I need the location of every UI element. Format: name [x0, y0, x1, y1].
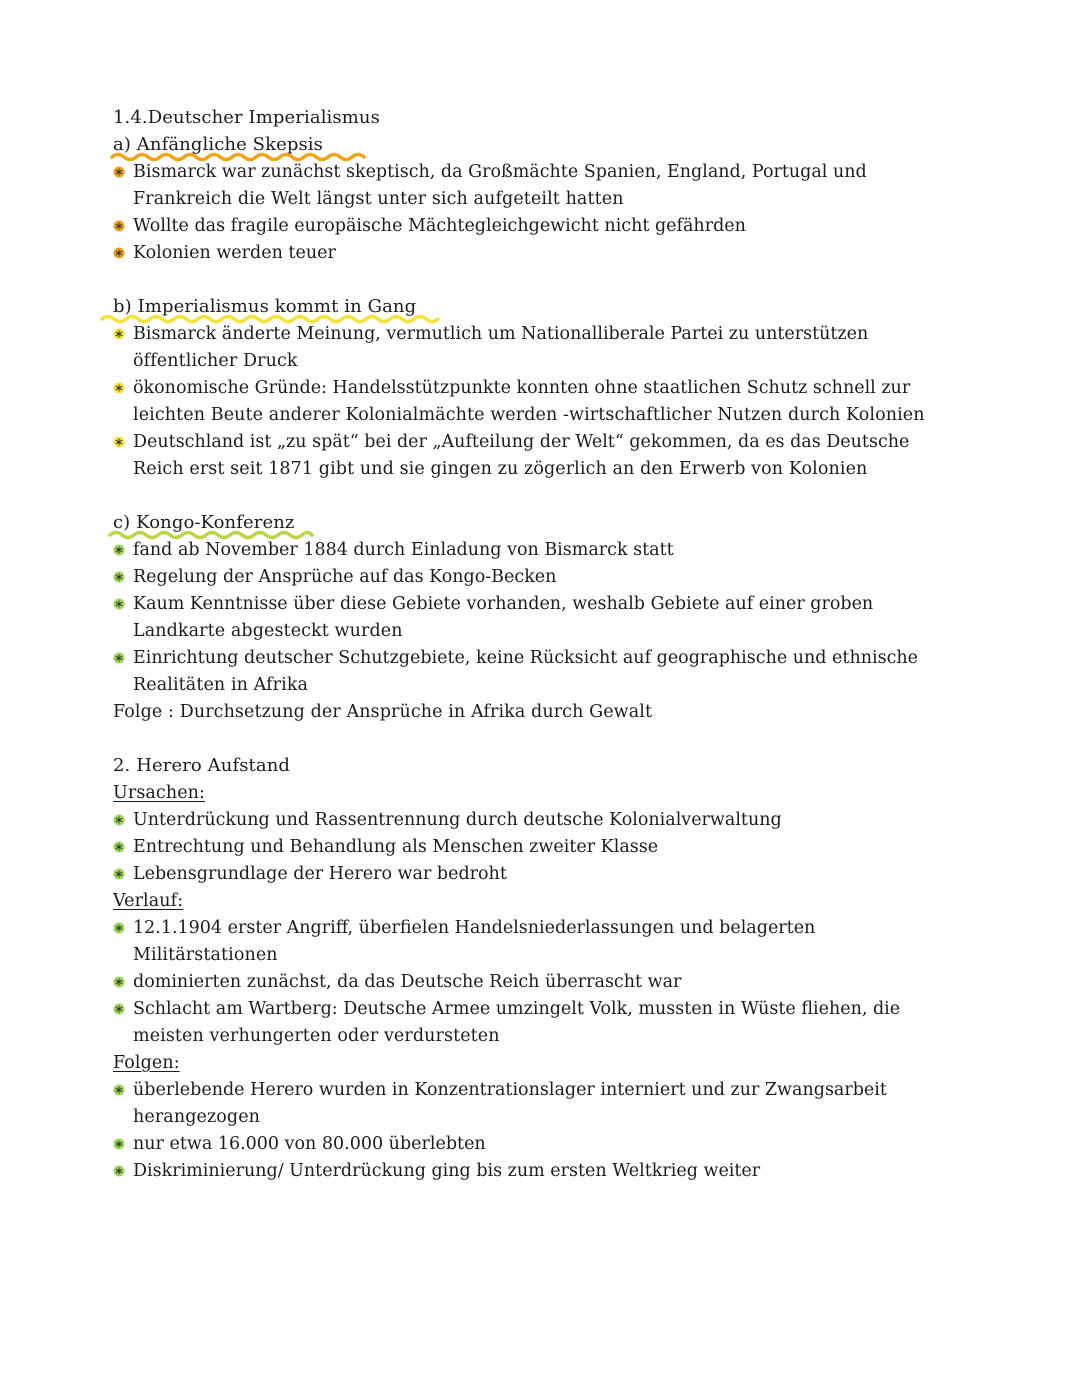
subheading-verlauf: Verlauf:: [113, 891, 184, 911]
list-item-continuation: Landkarte abgesteckt wurden: [133, 621, 403, 641]
subheading-ursachen: Ursachen:: [113, 783, 206, 803]
list-item-continuation: leichten Beute anderer Kolonialmächte werden -wirtschaftlicher Nutzen durch Kolonien: [133, 405, 925, 425]
list-item-continuation: Reich erst seit 1871 gibt und sie gingen zu zögerlich an den Erwerb von Kolonien: [133, 459, 868, 479]
green-star-bullet-icon: [113, 598, 125, 610]
subheading-kongo-konferenz: c) Kongo-Konferenz: [113, 512, 295, 533]
section-title-imperialismus: 1.4.Deutscher Imperialismus: [113, 107, 380, 128]
orange-star-bullet-icon: [113, 220, 125, 232]
folge-note: Folge : Durchsetzung der Ansprüche in Afrika durch Gewalt: [113, 702, 653, 722]
subheading-folgen: Folgen:: [113, 1053, 180, 1073]
green-star-bullet-icon: [113, 571, 125, 583]
green-star-bullet-icon: [113, 976, 125, 988]
green-star-bullet-icon: [113, 544, 125, 556]
yellow-star-bullet-icon: [113, 436, 125, 448]
green-star-bullet-icon: [113, 652, 125, 664]
notes-page: 1.4.Deutscher Imperialismus a) Anfängliche Skepsis Bismarck war zunächst skeptisch, da Großmächte Spanien, England, Portugal und Frankreich die Welt längst unter sich aufgeteilt hatten Wollte das fragile europäische Mächtegleichgewicht nicht gefährden Kolonien werden teuer b) Imperialismus kommt in Gang Bismarck änderte Meinung, vermutlich um Nationalliberale Partei zu unterstützen öffentlicher Druck ökonomische Gründe: Handelsstützpunkte konnten ohne staatlichen Schutz schnell zur leichten Beute anderer Kolonialmächte werden -wirtschaftlicher Nutzen durch Kolonien Deutschland ist „zu spät“ bei der „Aufteilung der Welt“ gekommen, da es das Deutsche Reich erst seit 1871 gibt und sie gingen zu zögerlich an den Erwerb von Kolonien c) Kongo-Konferenz fand ab November 1884 durch Einladung von Bismarck statt Regelung der Ansprüche auf das Kongo-Becken Kaum Kenntnisse über diese Gebiete vorhanden, weshalb Gebiete auf einer groben Landkarte abgesteckt wurden Einrichtung deutscher Schutzgebiete, keine Rücksicht auf geographische und ethnische Realitäten in Afrika Folge : Durchsetzung der Ansprüche in Afrika durch Gewalt 2. Herero Aufstand Ursachen: Unterdrückung und Rassentrennung durch deutsche Kolonialverwaltung Entrechtung und Behandlung als Menschen zweiter Klasse Lebensgrundlage der Herero war bedroht Verlauf: 12.1.1904 erster Angriff, überfielen Handelsniederlassungen und belagerten Militärstationen dominierten zunächst, da das Deutsche Reich überrascht war Schlacht am Wartberg: Deutsche Armee umzingelt Volk, mussten in Wüste fliehen, die meisten verhungerten oder verdursteten Folgen: überlebende Herero wurden in Konzentrationslager interniert und zur Zwangsarbeit herangezogen nur etwa 16.000 von 80.000 überlebten Diskriminierung/ Unterdrückung ging bis zum ersten Weltkrieg weiter: [0, 0, 1080, 1397]
green-star-bullet-icon: [113, 868, 125, 880]
green-star-bullet-icon: [113, 814, 125, 826]
yellow-star-bullet-icon: [113, 382, 125, 394]
list-item-continuation: öffentlicher Druck: [133, 351, 298, 371]
subheading-anfaengliche-skepsis: a) Anfängliche Skepsis: [113, 134, 323, 155]
section-title-herero-aufstand: 2. Herero Aufstand: [113, 755, 291, 776]
list-item-continuation: herangezogen: [133, 1107, 261, 1127]
green-star-bullet-icon: [113, 922, 125, 934]
list-item-continuation: Militärstationen: [133, 945, 278, 965]
list-item-continuation: Frankreich die Welt längst unter sich aufgeteilt hatten: [133, 189, 624, 209]
green-star-bullet-icon: [113, 1003, 125, 1015]
green-star-bullet-icon: [113, 1084, 125, 1096]
list-item-continuation: Realitäten in Afrika: [133, 675, 309, 695]
list-item-continuation: meisten verhungerten oder verdursteten: [133, 1026, 500, 1046]
orange-star-bullet-icon: [113, 247, 125, 259]
orange-star-bullet-icon: [113, 166, 125, 178]
subheading-imperialismus-kommt-in-gang: b) Imperialismus kommt in Gang: [113, 296, 417, 317]
green-star-bullet-icon: [113, 1138, 125, 1150]
green-star-bullet-icon: [113, 841, 125, 853]
green-star-bullet-icon: [113, 1165, 125, 1177]
yellow-star-bullet-icon: [113, 328, 125, 340]
